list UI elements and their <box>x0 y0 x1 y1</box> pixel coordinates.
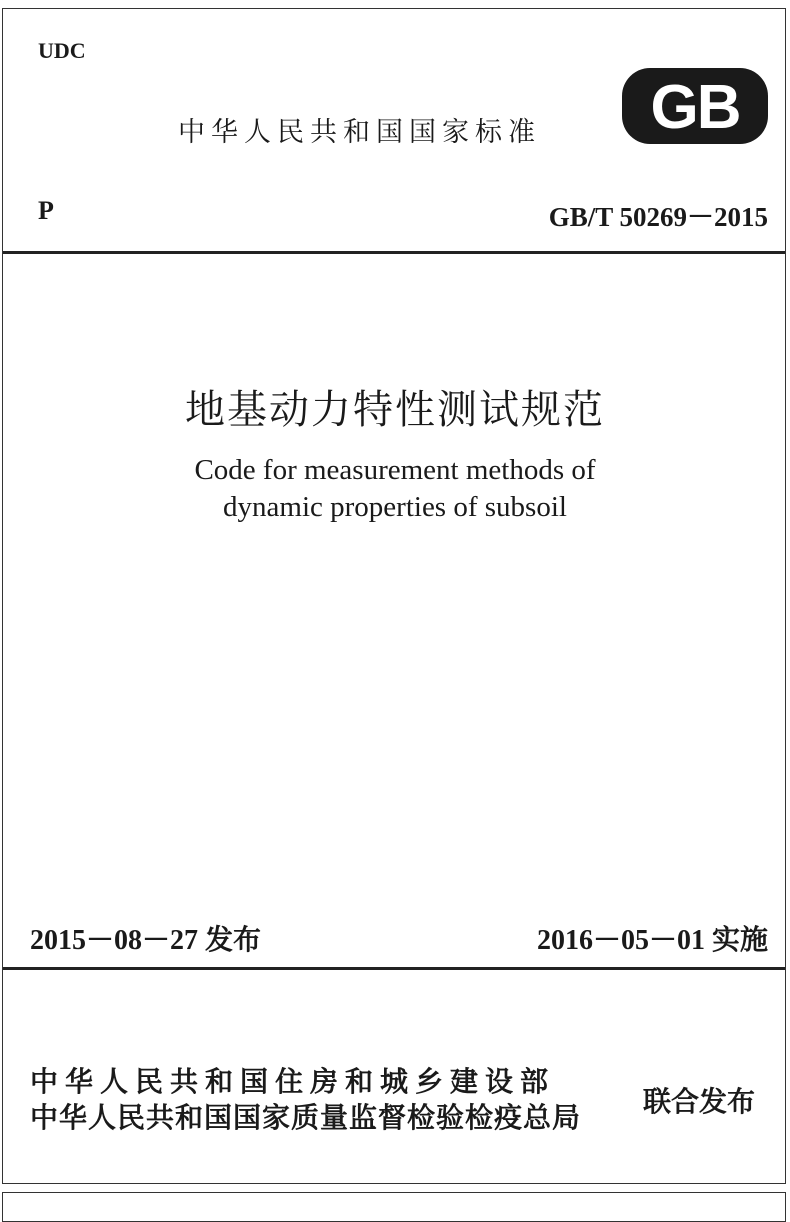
gb-logo <box>620 66 770 146</box>
cover-frame <box>2 8 786 1184</box>
standard-type: 中华人民共和国国家标准 <box>178 117 541 148</box>
implement-date: 2016－05－01 实施 <box>536 925 768 956</box>
title-cn: 地基动力特性测试规范 <box>185 387 605 433</box>
issuer-line-2: 中华人民共和国国家质量监督检验检疫总局 <box>30 1101 582 1134</box>
title-en-text: Code for measurement methods of dynamic properties of subsoil <box>194 454 596 523</box>
bottom-frame <box>2 1192 786 1222</box>
udc-label: UDC <box>38 38 86 63</box>
standard-code: GB/T 50269－2015 <box>548 202 768 232</box>
category-label: P <box>38 196 54 225</box>
footer-divider <box>3 967 785 970</box>
title-en <box>0 452 790 526</box>
gb-logo-text: GB <box>650 73 740 142</box>
header-divider <box>3 251 785 254</box>
publish-date: 2015－08－27 发布 <box>30 925 262 956</box>
joint-issue-label: 联合发布 <box>643 1085 756 1118</box>
issuer-line-1: 中华人民共和国住房和城乡建设部 <box>30 1065 556 1098</box>
